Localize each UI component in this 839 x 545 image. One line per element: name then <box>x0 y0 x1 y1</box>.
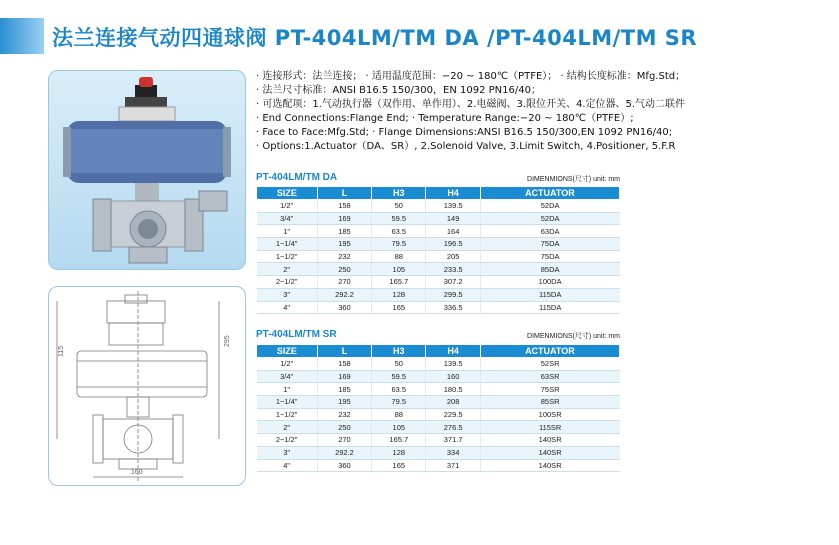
table-sr-title: PT-404LM/TM SR <box>256 329 337 340</box>
table-cell: 139.5 <box>426 358 480 371</box>
table-cell: 196.5 <box>426 238 480 251</box>
table-da-title: PT-404LM/TM DA <box>256 172 338 183</box>
table-cell: 63SR <box>480 370 619 383</box>
table-cell: 1−1/2" <box>257 408 318 421</box>
table-cell: 4" <box>257 301 318 314</box>
spec-line: · Options:1.Actuator（DA、SR）, 2.Solenoid Valve, 3.Limit Switch, 4.Positioner, 5.F.R <box>256 141 676 152</box>
table-cell: 3" <box>257 446 318 459</box>
table-row <box>257 396 620 409</box>
table-cell: 79.5 <box>372 238 426 251</box>
table-sr-caption <box>256 329 620 343</box>
col-header-h3: H3 <box>372 345 426 358</box>
table-row <box>257 250 620 263</box>
table-cell: 158 <box>317 200 371 213</box>
table-cell: 50 <box>372 358 426 371</box>
table-sr-unit: DIMENMIONS(尺寸) unit: mm <box>527 333 620 340</box>
table-cell: 139.5 <box>426 200 480 213</box>
table-cell: 158 <box>317 358 371 371</box>
table-cell: 2−1/2" <box>257 276 318 289</box>
table-cell: 59.5 <box>372 370 426 383</box>
table-cell: 160 <box>426 370 480 383</box>
table-cell: 128 <box>372 288 426 301</box>
table-cell: 140SR <box>480 434 619 447</box>
table-cell: 276.5 <box>426 421 480 434</box>
valve-dimension-drawing <box>49 287 245 485</box>
table-cell: 185 <box>317 225 371 238</box>
table-row <box>257 225 620 238</box>
table-cell: 165.7 <box>372 434 426 447</box>
table-cell: 3/4" <box>257 370 318 383</box>
drawing-dim-bottom: 160 <box>131 469 143 476</box>
table-cell: 3" <box>257 288 318 301</box>
table-cell: 1−1/4" <box>257 396 318 409</box>
table-cell: 165 <box>372 301 426 314</box>
table-cell: 185 <box>317 383 371 396</box>
drawing-dim-right: 295 <box>224 335 231 347</box>
table-cell: 140SR <box>480 459 619 472</box>
table-cell: 1−1/2" <box>257 250 318 263</box>
table-row <box>257 446 620 459</box>
table-row <box>257 276 620 289</box>
table-cell: 250 <box>317 263 371 276</box>
table-cell: 1−1/4" <box>257 238 318 251</box>
table-cell: 164 <box>426 225 480 238</box>
page-header <box>0 18 839 54</box>
table-cell: 169 <box>317 370 371 383</box>
table-cell: 75DA <box>480 238 619 251</box>
table-da-caption <box>256 172 620 186</box>
table-cell: 195 <box>317 396 371 409</box>
spec-line: · Face to Face:Mfg.Std; · Flange Dimensions:ANSI B16.5 150/300,EN 1092 PN16/40; <box>256 127 673 138</box>
table-cell: 79.5 <box>372 396 426 409</box>
spec-line: · End Connections:Flange End; · Temperature Range:−20 ~ 180℃（PTFE）; <box>256 113 634 124</box>
table-cell: 2−1/2" <box>257 434 318 447</box>
table-cell: 50 <box>372 200 426 213</box>
table-cell: 165.7 <box>372 276 426 289</box>
table-row <box>257 238 620 251</box>
table-cell: 52DA <box>480 212 619 225</box>
table-cell: 115DA <box>480 301 619 314</box>
table-cell: 1" <box>257 225 318 238</box>
table-cell: 128 <box>372 446 426 459</box>
table-cell: 88 <box>372 250 426 263</box>
table-cell: 165 <box>372 459 426 472</box>
table-cell: 100DA <box>480 276 619 289</box>
technical-drawing <box>48 286 246 486</box>
table-cell: 1/2" <box>257 200 318 213</box>
col-header-size: SIZE <box>257 345 318 358</box>
table-row <box>257 263 620 276</box>
table-cell: 88 <box>372 408 426 421</box>
table-cell: 85DA <box>480 263 619 276</box>
table-sr <box>256 344 620 472</box>
table-cell: 1/2" <box>257 358 318 371</box>
table-cell: 250 <box>317 421 371 434</box>
table-cell: 149 <box>426 212 480 225</box>
table-cell: 336.5 <box>426 301 480 314</box>
table-row <box>257 301 620 314</box>
col-header-size: SIZE <box>257 187 318 200</box>
table-cell: 232 <box>317 250 371 263</box>
page-title: 法兰连接气动四通球阀 PT-404LM/TM DA /PT-404LM/TM SR <box>52 26 698 50</box>
table-cell: 2" <box>257 421 318 434</box>
table-cell: 307.2 <box>426 276 480 289</box>
table-da-unit: DIMENMIONS(尺寸) unit: mm <box>527 176 620 183</box>
table-cell: 195 <box>317 238 371 251</box>
table-cell: 52DA <box>480 200 619 213</box>
table-row <box>257 200 620 213</box>
table-cell: 1" <box>257 383 318 396</box>
header-accent-bar <box>0 18 44 54</box>
spec-line: · 法兰尺寸标准：ANSI B16.5 150/300，EN 1092 PN16/40； <box>256 85 541 96</box>
table-row <box>257 421 620 434</box>
table-cell: 52SR <box>480 358 619 371</box>
table-cell: 4" <box>257 459 318 472</box>
col-header-h4: H4 <box>426 345 480 358</box>
table-row <box>257 459 620 472</box>
table-cell: 100SR <box>480 408 619 421</box>
table-row <box>257 288 620 301</box>
table-row <box>257 370 620 383</box>
table-cell: 299.5 <box>426 288 480 301</box>
spec-list <box>256 70 736 154</box>
table-cell: 292.2 <box>317 288 371 301</box>
table-cell: 292.2 <box>317 446 371 459</box>
table-cell: 3/4" <box>257 212 318 225</box>
table-cell: 140SR <box>480 446 619 459</box>
table-cell: 360 <box>317 301 371 314</box>
table-row <box>257 434 620 447</box>
table-cell: 371 <box>426 459 480 472</box>
table-cell: 63DA <box>480 225 619 238</box>
table-cell: 270 <box>317 276 371 289</box>
table-cell: 233.5 <box>426 263 480 276</box>
product-photo <box>48 70 246 270</box>
drawing-dim-left: 115 <box>58 345 65 357</box>
spec-line: · 可选配项：1.气动执行器（双作用、单作用）、2.电磁阀、3.限位开关、4.定位器、5.气动二联件 <box>256 99 686 110</box>
table-cell: 115DA <box>480 288 619 301</box>
table-cell: 75DA <box>480 250 619 263</box>
table-cell: 75SR <box>480 383 619 396</box>
table-row <box>257 212 620 225</box>
table-cell: 63.5 <box>372 225 426 238</box>
table-row <box>257 408 620 421</box>
table-cell: 85SR <box>480 396 619 409</box>
table-cell: 270 <box>317 434 371 447</box>
col-header-actuator: ACTUATOR <box>480 187 619 200</box>
col-header-actuator: ACTUATOR <box>480 345 619 358</box>
table-cell: 208 <box>426 396 480 409</box>
table-row <box>257 358 620 371</box>
table-cell: 105 <box>372 263 426 276</box>
table-cell: 59.5 <box>372 212 426 225</box>
table-cell: 229.5 <box>426 408 480 421</box>
table-row <box>257 383 620 396</box>
table-cell: 115SR <box>480 421 619 434</box>
col-header-l: L <box>317 345 371 358</box>
col-header-h4: H4 <box>426 187 480 200</box>
table-cell: 371.7 <box>426 434 480 447</box>
table-cell: 180.5 <box>426 383 480 396</box>
table-cell: 205 <box>426 250 480 263</box>
table-cell: 232 <box>317 408 371 421</box>
table-cell: 360 <box>317 459 371 472</box>
table-cell: 105 <box>372 421 426 434</box>
table-cell: 2" <box>257 263 318 276</box>
table-cell: 334 <box>426 446 480 459</box>
table-cell: 169 <box>317 212 371 225</box>
table-da <box>256 186 620 314</box>
col-header-h3: H3 <box>372 187 426 200</box>
valve-photo-illustration <box>49 71 245 269</box>
table-cell: 63.5 <box>372 383 426 396</box>
col-header-l: L <box>317 187 371 200</box>
spec-line: · 连接形式：法兰连接； · 适用温度范围：−20 ~ 180℃（PTFE）； · 结构长度标准：Mfg.Std； <box>256 71 686 82</box>
